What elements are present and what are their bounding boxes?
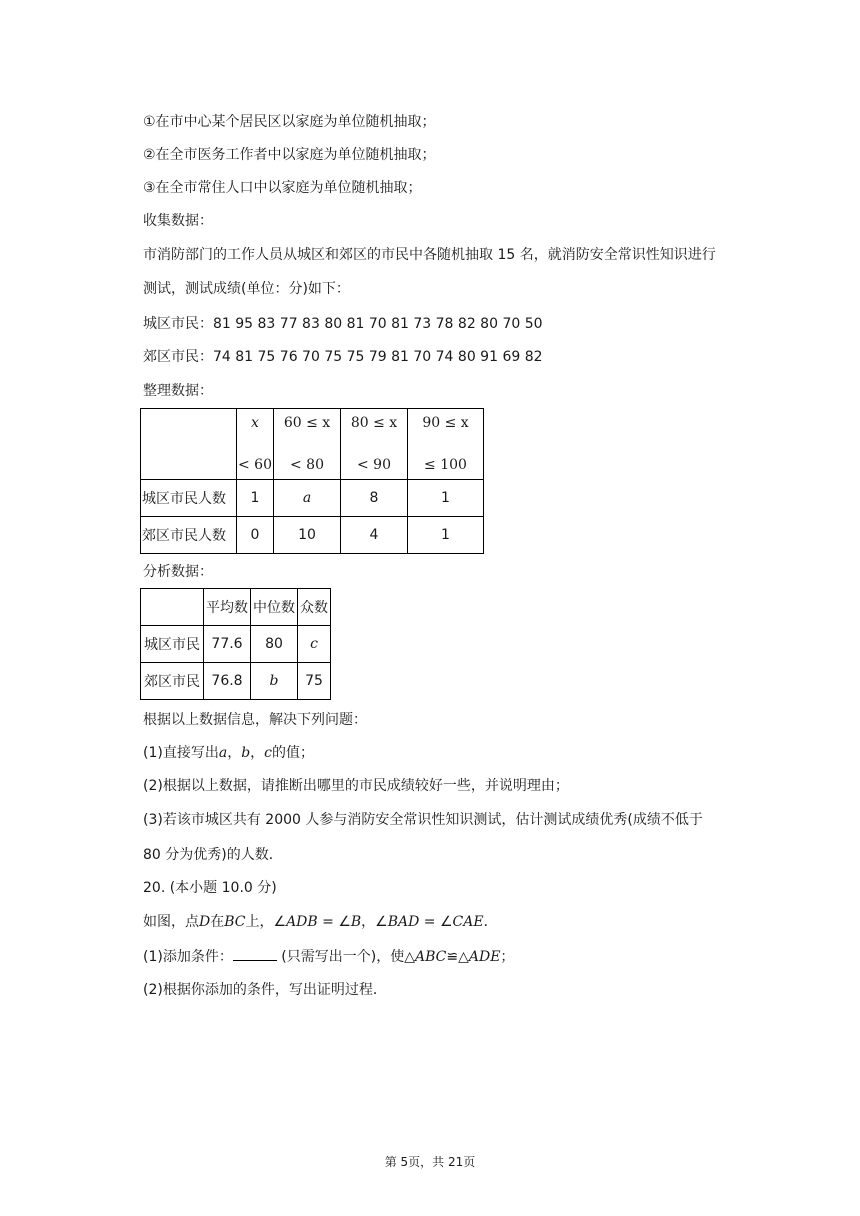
problem-20-part-1: (1)添加条件： (只需写出一个)，使△ABC≌△ADE； <box>143 946 514 967</box>
problem-20-part-2: (2)根据你添加的条件，写出证明过程． <box>143 982 387 998</box>
paragraph-line: 测试，测试成绩(单位：分)如下： <box>143 281 350 297</box>
table-row: 郊区市民 76.8 b 75 <box>141 663 331 700</box>
table-row: 平均数 中位数 众数 <box>141 589 331 626</box>
option-3: ③在全市常住人口中以家庭为单位随机抽取； <box>143 180 422 196</box>
question-3: (3)若该市城区共有 2000 人参与消防安全常识性知识测试，估计测试成绩优秀(成绩不低于 <box>143 812 703 828</box>
analyze-data-heading: 分析数据： <box>143 564 213 580</box>
table-header-cell: x < 60 <box>237 409 274 480</box>
question-1: (1)直接写出a，b，c的值； <box>143 745 315 761</box>
paragraph-line: 市消防部门的工作人员从城区和郊区的市民中各随机抽取 15 名，就消防安全常识性知识进行 <box>143 247 716 263</box>
table-header-cell: 80 ≤ x < 90 <box>341 409 408 480</box>
problem-20-header: 20. (本小题 10.0 分) <box>143 880 277 896</box>
question-2: (2)根据以上数据，请推断出哪里的市民成绩较好一些，并说明理由； <box>143 778 569 794</box>
table-row: 郊区市民人数 0 10 4 1 <box>141 517 484 554</box>
table-header-cell <box>141 409 237 480</box>
frequency-table <box>140 408 484 554</box>
option-2: ②在全市医务工作者中以家庭为单位随机抽取； <box>143 147 436 163</box>
collect-data-heading: 收集数据： <box>143 213 213 229</box>
problem-20-statement: 如图，点D在BC上，∠ADB = ∠B，∠BAD = ∠CAE． <box>143 914 498 930</box>
table-header-cell: 60 ≤ x < 80 <box>274 409 341 480</box>
organize-data-heading: 整理数据： <box>143 383 213 399</box>
answer-blank[interactable] <box>233 946 277 961</box>
statistics-table <box>140 588 331 700</box>
table-header-cell: 90 ≤ x ≤ 100 <box>408 409 484 480</box>
page-footer: 第 5页，共 21页 <box>384 1155 476 1169</box>
table-row: 城区市民人数 1 a 8 1 <box>141 480 484 517</box>
option-1: ①在市中心某个居民区以家庭为单位随机抽取； <box>143 114 436 130</box>
instruction-line: 根据以上数据信息，解决下列问题： <box>143 712 367 728</box>
urban-scores: 城区市民：81 95 83 77 83 80 81 70 81 73 78 82 80 70 50 <box>143 316 543 332</box>
question-3-cont: 80 分为优秀)的人数． <box>143 847 283 863</box>
suburban-scores: 郊区市民：74 81 75 76 70 75 75 79 81 70 74 80 91 69 82 <box>143 349 543 365</box>
table-row: 城区市民 77.6 80 c <box>141 626 331 663</box>
